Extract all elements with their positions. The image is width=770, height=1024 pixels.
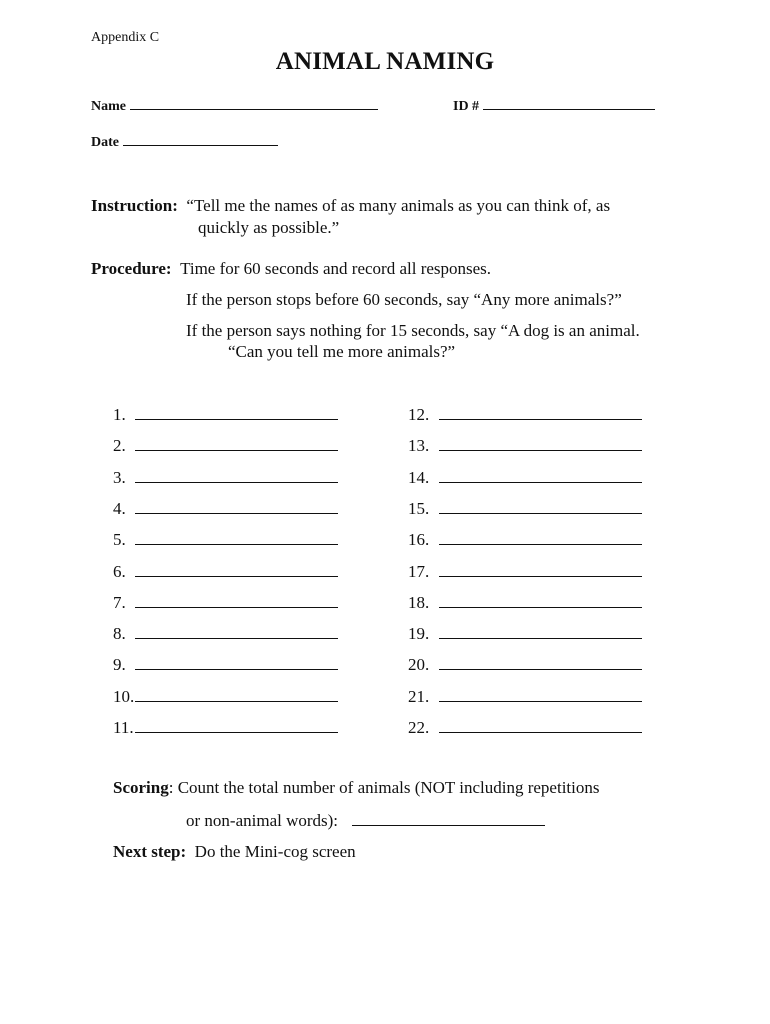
response-item[interactable]	[408, 623, 642, 644]
response-item[interactable]	[408, 654, 642, 675]
response-number: 13.	[408, 436, 430, 455]
response-number: 2.	[113, 436, 126, 455]
procedure-label: Procedure:	[91, 259, 172, 278]
response-blank-line[interactable]	[135, 623, 338, 639]
response-item[interactable]	[408, 561, 642, 582]
date-label: Date	[91, 135, 119, 150]
response-item[interactable]	[113, 654, 338, 675]
instruction-text-1: “Tell me the names of as many animals as you can think of, as	[186, 196, 611, 215]
response-number: 11.	[113, 718, 134, 737]
procedure-text-4: “Can you tell me more animals?”	[228, 342, 456, 361]
response-item[interactable]	[113, 717, 338, 738]
page-title: ANIMAL NAMING	[275, 48, 495, 75]
response-number: 10.	[113, 687, 135, 706]
response-blank-line[interactable]	[135, 529, 338, 545]
response-blank-line[interactable]	[439, 498, 642, 514]
id-field[interactable]	[453, 95, 655, 115]
response-blank-line[interactable]	[439, 717, 642, 733]
response-blank-line[interactable]	[439, 467, 642, 483]
response-blank-line[interactable]	[439, 592, 642, 608]
response-blank-line[interactable]	[135, 498, 338, 514]
scoring-text-2: or non-animal words):	[186, 811, 339, 830]
response-number: 19.	[408, 624, 430, 643]
scoring-line-1	[113, 778, 600, 798]
response-item[interactable]	[113, 435, 338, 456]
response-item[interactable]	[113, 561, 338, 582]
response-blank-line[interactable]	[135, 404, 338, 420]
scoring-label: Scoring	[113, 778, 169, 797]
response-blank-line[interactable]	[439, 435, 642, 451]
response-item[interactable]	[113, 498, 338, 519]
response-item[interactable]	[408, 717, 642, 738]
response-number: 18.	[408, 593, 430, 612]
response-item[interactable]	[113, 686, 338, 707]
next-step-line	[113, 842, 356, 862]
response-item[interactable]	[408, 529, 642, 550]
instruction-line-1	[91, 196, 610, 216]
procedure-text-3: If the person says nothing for 15 seconds, say “A dog is an animal.	[186, 321, 640, 340]
response-number: 14.	[408, 468, 430, 487]
response-blank-line[interactable]	[135, 654, 338, 670]
response-number: 4.	[113, 499, 126, 518]
next-step-label: Next step:	[113, 842, 187, 861]
response-item[interactable]	[408, 435, 642, 456]
response-blank-line[interactable]	[135, 435, 338, 451]
response-number: 8.	[113, 624, 126, 643]
response-item[interactable]	[408, 498, 642, 519]
response-number: 1.	[113, 405, 126, 424]
response-item[interactable]	[113, 467, 338, 488]
response-blank-line[interactable]	[439, 654, 642, 670]
procedure-line-1	[91, 259, 491, 279]
response-number: 17.	[408, 562, 430, 581]
date-blank-line[interactable]	[123, 131, 278, 146]
response-number: 20.	[408, 655, 430, 674]
date-field[interactable]	[91, 131, 278, 151]
response-blank-line[interactable]	[135, 686, 338, 702]
id-label: ID #	[453, 99, 480, 114]
response-number: 21.	[408, 687, 430, 706]
response-blank-line[interactable]	[135, 592, 338, 608]
response-number: 6.	[113, 562, 126, 581]
appendix-label: Appendix C	[91, 30, 160, 45]
response-number: 3.	[113, 468, 126, 487]
response-number: 15.	[408, 499, 430, 518]
next-step-text: Do the Mini-cog screen	[194, 842, 356, 861]
scoring-text-1: : Count the total number of animals (NOT including repetitions	[168, 778, 600, 797]
total-score-blank[interactable]	[352, 810, 545, 826]
response-blank-line[interactable]	[439, 404, 642, 420]
response-item[interactable]	[113, 592, 338, 613]
procedure-text-1: Time for 60 seconds and record all responses.	[180, 259, 492, 278]
name-field[interactable]	[91, 95, 378, 115]
response-item[interactable]	[408, 686, 642, 707]
response-number: 9.	[113, 655, 126, 674]
instruction-text-2: quickly as possible.”	[198, 218, 340, 237]
response-blank-line[interactable]	[439, 561, 642, 577]
response-blank-line[interactable]	[135, 467, 338, 483]
response-number: 16.	[408, 530, 430, 549]
scoring-line-2	[186, 810, 545, 831]
response-item[interactable]	[408, 592, 642, 613]
procedure-text-2: If the person stops before 60 seconds, say “Any more animals?”	[186, 290, 622, 309]
instruction-label: Instruction:	[91, 196, 178, 215]
name-label: Name	[91, 99, 126, 114]
response-number: 12.	[408, 405, 430, 424]
name-blank-line[interactable]	[130, 95, 378, 110]
response-blank-line[interactable]	[439, 529, 642, 545]
response-item[interactable]	[408, 467, 642, 488]
response-blank-line[interactable]	[439, 623, 642, 639]
response-blank-line[interactable]	[135, 561, 338, 577]
response-number: 5.	[113, 530, 126, 549]
response-item[interactable]	[113, 529, 338, 550]
response-blank-line[interactable]	[439, 686, 642, 702]
response-item[interactable]	[113, 623, 338, 644]
id-blank-line[interactable]	[483, 95, 655, 110]
response-blank-line[interactable]	[135, 717, 338, 733]
response-number: 7.	[113, 593, 126, 612]
response-item[interactable]	[408, 404, 642, 425]
response-item[interactable]	[113, 404, 338, 425]
response-number: 22.	[408, 718, 430, 737]
